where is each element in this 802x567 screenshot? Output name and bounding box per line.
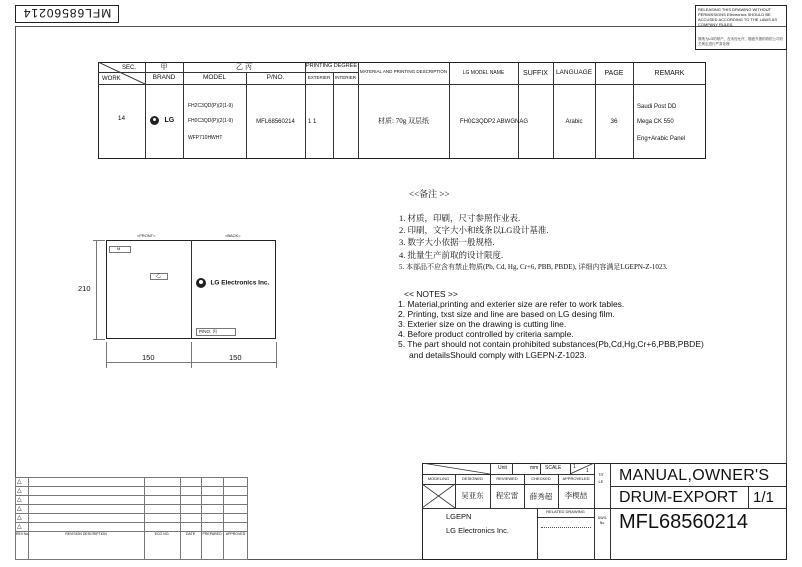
reviewer-name: 程宏雷 — [495, 491, 519, 500]
designer-name: 吴亚东 — [461, 491, 484, 500]
row-model-2: FH0C3QD(P)(2(1-9) — [188, 118, 234, 124]
notes-en-item-1: 1. Material,printing and exterier size are refer to work tables. — [398, 299, 625, 309]
notes-en-item-5: 5. The part should not contain prohibited substances(Pb,Cd,Hg,Cr+6,PBB,PBDE) — [398, 339, 704, 349]
notes-en-item-2: 2. Printing, txst size and line are based on LG desing film. — [398, 309, 615, 319]
row-degree: 1 1 — [308, 119, 317, 125]
unit-label: Unit — [498, 465, 507, 471]
row-remark-1: Saudi Post DD — [637, 104, 677, 110]
row-remark-3: Eng+Arabic Panel — [637, 136, 686, 142]
row-page: 36 — [610, 118, 618, 125]
release-notice-zh: 图纸为LG的财产，在未经允许，随意外泄的将依公司有关规定进行严肃处理 — [698, 37, 784, 46]
rev-triangle-3: △ — [17, 497, 22, 503]
model-header: MODEL — [202, 74, 227, 81]
approver-name: 李楔喆 — [564, 491, 588, 500]
notes-en-item-4: 4. Before product controlled by criteria sample. — [398, 329, 574, 339]
material-desc-header: MATERIAL AND PRINTING DESCRIPTION — [359, 69, 448, 74]
pno-header: P/NO. — [266, 74, 285, 81]
lg-logo-icon — [196, 278, 206, 288]
jia-label: 甲 — [160, 64, 168, 71]
drawing-number: MFL68560214 — [619, 511, 748, 533]
m-label: M — [117, 246, 121, 251]
lg-logo-icon — [150, 116, 159, 125]
title-vertical-label: TITLE — [598, 472, 604, 484]
notes-cn-title: <<备注 >> — [409, 189, 450, 199]
row-pno: MFL68560214 — [256, 119, 295, 125]
title-block-diagonals — [422, 463, 490, 508]
company-name: LG Electronics Inc. — [446, 526, 509, 535]
notes-cn-item-1: 1. 材质，印刷，尺寸参照作业表. — [399, 213, 521, 223]
rev-triangle-2: △ — [17, 488, 22, 494]
yi-label: 乙 — [156, 273, 162, 279]
remark-header: REMARK — [654, 70, 685, 77]
notes-cn-item-4: 4. 批量生产前取的设计限度. — [399, 250, 504, 260]
rev-triangle-1: △ — [17, 479, 22, 485]
notes-cn-item-2: 2. 印刷，文字大小和线条以LG设计基准. — [399, 225, 549, 235]
notes-en-item-3: 3. Exterier size on the drawing is cutting line. — [398, 319, 567, 329]
interior-header: INTERIER — [334, 75, 356, 80]
page-header: PAGE — [604, 70, 624, 77]
sheet-number: 1/1 — [753, 489, 774, 506]
flipped-doc-code: MFL68560214 — [22, 6, 112, 20]
company-code: LGEPN — [446, 512, 472, 521]
row-remark-2: Mega CK 550 — [637, 119, 674, 125]
notes-cn-item-5: 5. 本部品不应含有禁止物质(Pb, Cd, Hg, Cr+6, PBB, PBDE), 详细内容满足LGEPN-Z-1023. — [399, 263, 668, 271]
row-work: 14 — [117, 115, 126, 122]
row-lg-model: FH0C3QDP2 ABWGNAG — [460, 119, 529, 125]
reviewed-label: REVIEWED — [496, 476, 518, 481]
back-label: <BACK> — [225, 233, 241, 238]
dwg-no-label: DWG. No. — [597, 516, 608, 525]
row-language: Arabic — [565, 119, 583, 125]
width-dim-right: 150 — [229, 353, 242, 362]
width-dim-left: 150 — [142, 353, 155, 362]
row-model-3: WFP710HWHT — [188, 135, 223, 141]
fold-line — [191, 240, 192, 339]
approved-label: APPROVELED — [562, 476, 590, 481]
brand-header: BRAND — [152, 74, 176, 81]
designed-label: DESIGNED — [462, 476, 483, 481]
date-header: DATE — [185, 532, 196, 536]
language-header: LANGUAGE — [555, 69, 593, 76]
unit-value: mm — [530, 465, 539, 471]
sec-label: SEC. — [122, 65, 137, 71]
release-notice-en: RELEASING THIS DRAWING WITHOUT PERMISSIONS Electronics SHOULD BE ACCUSED ACCORDING TO THE LAWS AS COMPANY RULES. — [698, 7, 777, 27]
title-line-2: DRUM-EXPORT — [619, 489, 738, 506]
front-label: <FRONT> — [137, 233, 156, 238]
rev-triangle-6: △ — [17, 524, 22, 530]
back-logo-text: LG Electronics Inc. — [210, 279, 270, 287]
scale-value: 1 — [573, 464, 576, 470]
yi-bing-label: 乙 丙 — [236, 64, 252, 71]
notes-en-title: << NOTES >> — [404, 289, 458, 299]
scale-label: SCALE — [545, 465, 562, 471]
notes-en-item-6: and detailsShould comply with LGEPN-Z-1023. — [409, 350, 587, 360]
title-line-1: MANUAL,OWNER'S — [619, 467, 770, 484]
rev-desc-header: REVISION DESCRIPTION — [65, 532, 107, 536]
eco-no-header: ECO NO. — [154, 532, 170, 536]
suffix-header: SUFFIX — [523, 70, 548, 77]
related-drawing-label: RELATED DRAWING — [546, 509, 585, 514]
prepared-header: PREPARED — [202, 532, 222, 536]
row-brand: LG — [164, 117, 175, 125]
row-material: 材质: 70g 双层纸 — [378, 117, 429, 125]
row-brand-logo — [150, 112, 180, 124]
back-logo — [196, 274, 276, 286]
modeling-label: MODELING — [427, 476, 450, 481]
related-drawing-dots — [541, 527, 591, 528]
checked-label: CHECKED — [531, 476, 551, 481]
approved-header: APPROVED — [225, 532, 246, 536]
height-dim: 210 — [78, 284, 91, 293]
checker-name: 薛秀超 — [529, 492, 553, 501]
printing-degree-header: PRINTING DEGREE — [305, 63, 358, 69]
pno-box-text: P/NO. 丙 — [199, 329, 218, 334]
lg-model-name-header: LG MODEL NAME — [462, 70, 505, 76]
revision-table — [15, 477, 248, 560]
notes-cn-item-3: 3. 数字大小依据一般规格. — [399, 237, 495, 247]
work-label: WORK — [102, 76, 121, 82]
rev-triangle-5: △ — [17, 515, 22, 521]
rev-triangle-4: △ — [17, 506, 22, 512]
row-model-1: FH2C3QD(P)(2(1-9) — [188, 103, 234, 109]
scale-value-2: 1 — [586, 468, 589, 474]
exterior-header: EXTERIER — [307, 75, 331, 80]
rev-no-header: REV.No. — [16, 532, 30, 536]
